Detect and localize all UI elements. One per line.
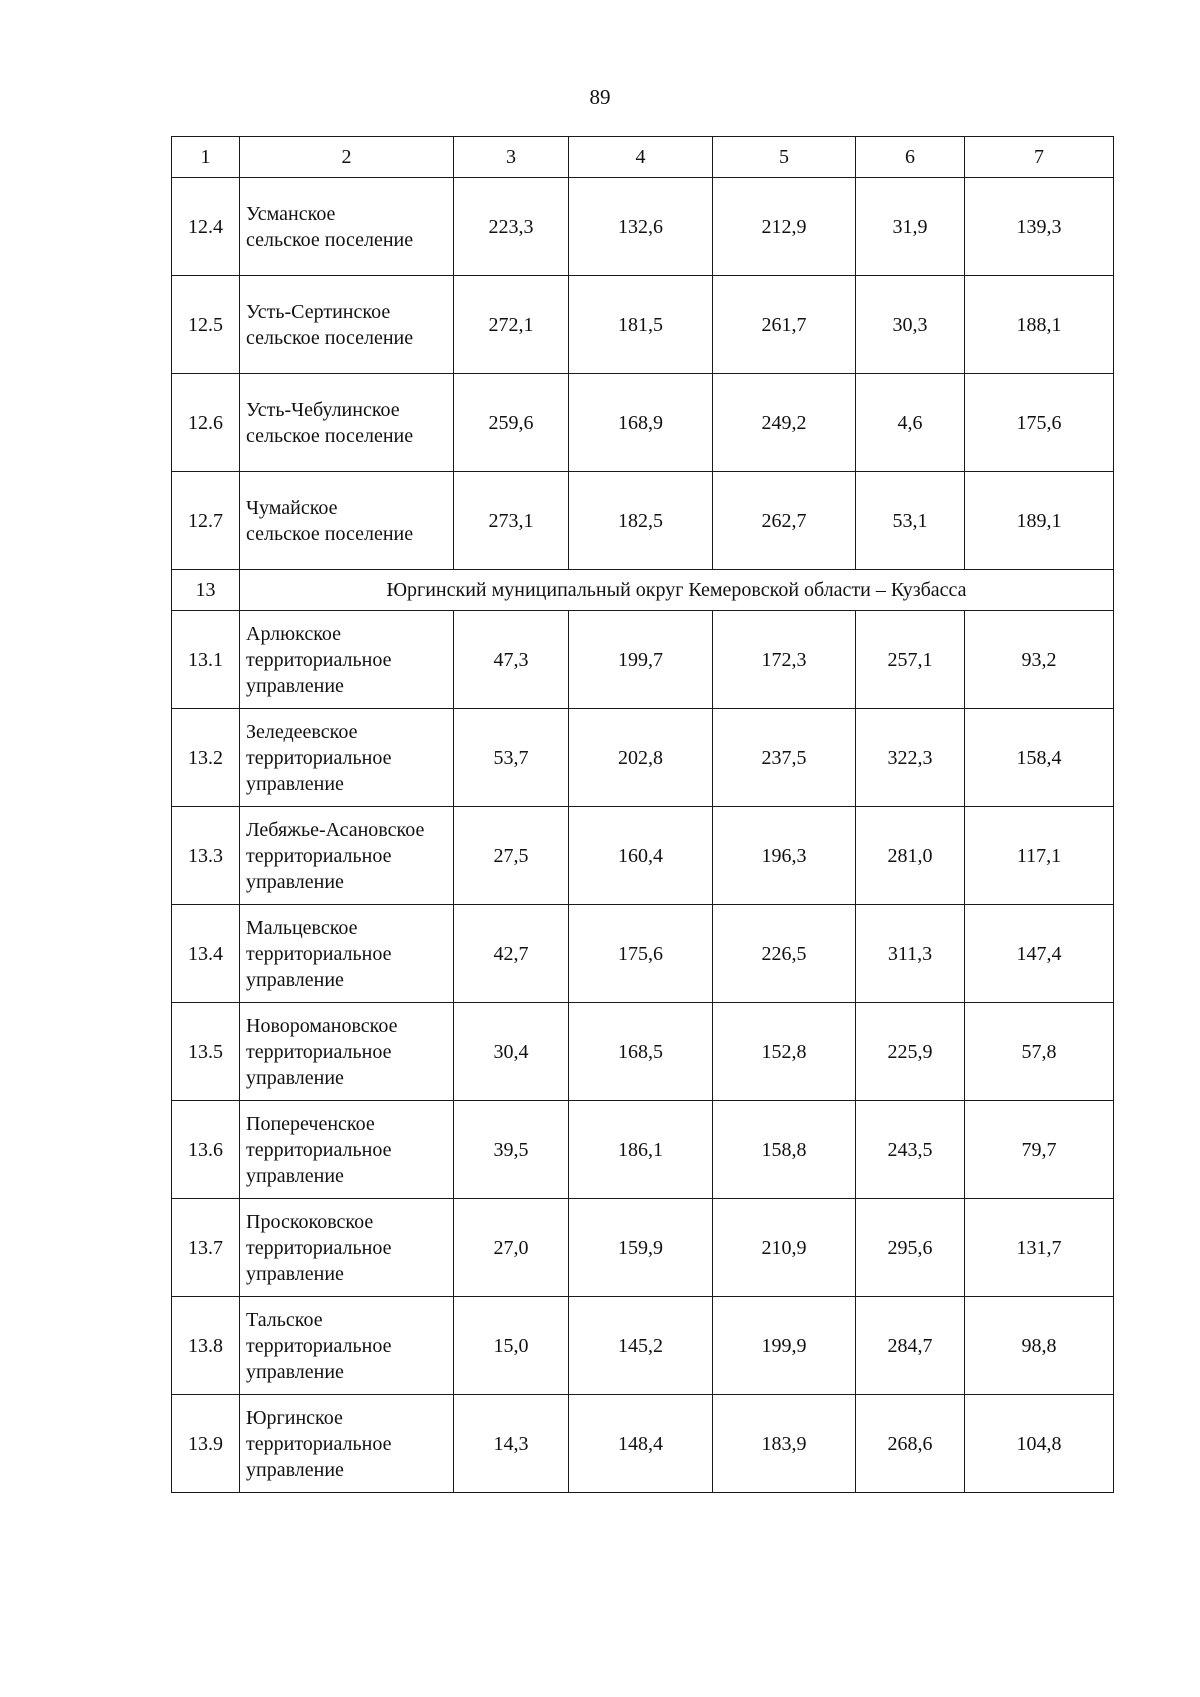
row-number-cell: 13.6 xyxy=(172,1101,240,1199)
value-cell: 259,6 xyxy=(454,374,569,472)
table-row xyxy=(172,374,1114,472)
row-name-line: Усть-Сертинское xyxy=(246,300,391,323)
value-cell: 273,1 xyxy=(454,472,569,570)
value-cell: 30,4 xyxy=(454,1003,569,1101)
value-cell: 249,2 xyxy=(713,374,856,472)
table-row xyxy=(172,905,1114,1003)
value-cell: 53,1 xyxy=(856,472,965,570)
row-number-cell: 13.3 xyxy=(172,807,240,905)
row-name-line: управление xyxy=(246,1458,344,1481)
row-name-cell xyxy=(240,1101,454,1199)
value-cell: 189,1 xyxy=(965,472,1114,570)
table-row xyxy=(172,807,1114,905)
header-cell: 1 xyxy=(172,137,240,178)
table-row xyxy=(172,276,1114,374)
row-number-cell: 12.7 xyxy=(172,472,240,570)
row-name-line: управление xyxy=(246,1164,344,1187)
section-title-cell: Юргинский муниципальный округ Кемеровской области – Кузбасса xyxy=(240,570,1114,611)
row-name-line: территориальное xyxy=(246,942,392,965)
row-name-line: сельское поселение xyxy=(246,424,414,447)
row-name-line: сельское поселение xyxy=(246,326,414,349)
row-name-line: Проскоковское xyxy=(246,1210,374,1233)
value-cell: 196,3 xyxy=(713,807,856,905)
value-cell: 295,6 xyxy=(856,1199,965,1297)
row-name-line: территориальное xyxy=(246,1432,392,1455)
value-cell: 268,6 xyxy=(856,1395,965,1493)
row-name-line: Попереченское xyxy=(246,1112,375,1135)
table-row xyxy=(172,472,1114,570)
value-cell: 202,8 xyxy=(569,709,713,807)
row-name-line: управление xyxy=(246,1360,344,1383)
row-name-line: Тальское xyxy=(246,1308,323,1331)
value-cell: 93,2 xyxy=(965,611,1114,709)
value-cell: 132,6 xyxy=(569,178,713,276)
table-row xyxy=(172,1395,1114,1493)
table-row xyxy=(172,178,1114,276)
row-name-cell xyxy=(240,1297,454,1395)
value-cell: 188,1 xyxy=(965,276,1114,374)
value-cell: 27,5 xyxy=(454,807,569,905)
row-name-line: Лебяжье-Асановское xyxy=(246,818,425,841)
row-name-line: территориальное xyxy=(246,844,392,867)
row-name-line: территориальное xyxy=(246,1138,392,1161)
section-number-cell: 13 xyxy=(172,570,240,611)
value-cell: 243,5 xyxy=(856,1101,965,1199)
row-number-cell: 12.5 xyxy=(172,276,240,374)
table-row xyxy=(172,611,1114,709)
row-number-cell: 13.7 xyxy=(172,1199,240,1297)
header-cell: 6 xyxy=(856,137,965,178)
value-cell: 223,3 xyxy=(454,178,569,276)
value-cell: 311,3 xyxy=(856,905,965,1003)
value-cell: 262,7 xyxy=(713,472,856,570)
table-row xyxy=(172,709,1114,807)
row-name-cell xyxy=(240,276,454,374)
value-cell: 42,7 xyxy=(454,905,569,1003)
value-cell: 57,8 xyxy=(965,1003,1114,1101)
value-cell: 104,8 xyxy=(965,1395,1114,1493)
value-cell: 152,8 xyxy=(713,1003,856,1101)
value-cell: 181,5 xyxy=(569,276,713,374)
value-cell: 237,5 xyxy=(713,709,856,807)
table-row xyxy=(172,1199,1114,1297)
row-name-cell xyxy=(240,1003,454,1101)
value-cell: 47,3 xyxy=(454,611,569,709)
row-name-line: Арлюкское xyxy=(246,622,342,645)
table-row xyxy=(172,1003,1114,1101)
value-cell: 131,7 xyxy=(965,1199,1114,1297)
value-cell: 168,5 xyxy=(569,1003,713,1101)
value-cell: 168,9 xyxy=(569,374,713,472)
table-row xyxy=(172,1101,1114,1199)
header-row xyxy=(172,137,1114,178)
section-row xyxy=(172,570,1114,611)
row-number-cell: 13.1 xyxy=(172,611,240,709)
row-name-line: территориальное xyxy=(246,648,392,671)
value-cell: 147,4 xyxy=(965,905,1114,1003)
header-cell: 2 xyxy=(240,137,454,178)
table-row xyxy=(172,1297,1114,1395)
value-cell: 226,5 xyxy=(713,905,856,1003)
row-name-cell xyxy=(240,374,454,472)
row-name-line: территориальное xyxy=(246,746,392,769)
row-number-cell: 12.6 xyxy=(172,374,240,472)
page-number: 89 xyxy=(589,85,611,109)
header-cell: 3 xyxy=(454,137,569,178)
row-name-line: сельское поселение xyxy=(246,228,414,251)
row-name-cell xyxy=(240,905,454,1003)
value-cell: 225,9 xyxy=(856,1003,965,1101)
row-name-line: Юргинское xyxy=(246,1406,343,1429)
row-name-line: территориальное xyxy=(246,1334,392,1357)
row-number-cell: 13.5 xyxy=(172,1003,240,1101)
value-cell: 117,1 xyxy=(965,807,1114,905)
row-number-cell: 13.2 xyxy=(172,709,240,807)
value-cell: 284,7 xyxy=(856,1297,965,1395)
value-cell: 182,5 xyxy=(569,472,713,570)
value-cell: 79,7 xyxy=(965,1101,1114,1199)
value-cell: 272,1 xyxy=(454,276,569,374)
value-cell: 159,9 xyxy=(569,1199,713,1297)
row-number-cell: 13.4 xyxy=(172,905,240,1003)
value-cell: 158,8 xyxy=(713,1101,856,1199)
row-name-cell xyxy=(240,1395,454,1493)
value-cell: 27,0 xyxy=(454,1199,569,1297)
row-number-cell: 12.4 xyxy=(172,178,240,276)
header-cell: 5 xyxy=(713,137,856,178)
value-cell: 98,8 xyxy=(965,1297,1114,1395)
row-name-line: управление xyxy=(246,674,344,697)
value-cell: 175,6 xyxy=(569,905,713,1003)
value-cell: 322,3 xyxy=(856,709,965,807)
header-cell: 7 xyxy=(965,137,1114,178)
row-name-line: Новоромановское xyxy=(246,1014,398,1037)
value-cell: 199,9 xyxy=(713,1297,856,1395)
row-name-line: управление xyxy=(246,870,344,893)
row-name-line: сельское поселение xyxy=(246,522,414,545)
value-cell: 175,6 xyxy=(965,374,1114,472)
value-cell: 53,7 xyxy=(454,709,569,807)
value-cell: 257,1 xyxy=(856,611,965,709)
row-name-cell xyxy=(240,178,454,276)
value-cell: 148,4 xyxy=(569,1395,713,1493)
row-name-line: управление xyxy=(246,1262,344,1285)
row-name-line: Усть-Чебулинское xyxy=(246,398,400,421)
value-cell: 15,0 xyxy=(454,1297,569,1395)
value-cell: 199,7 xyxy=(569,611,713,709)
value-cell: 281,0 xyxy=(856,807,965,905)
value-cell: 39,5 xyxy=(454,1101,569,1199)
value-cell: 158,4 xyxy=(965,709,1114,807)
value-cell: 145,2 xyxy=(569,1297,713,1395)
row-name-line: Мальцевское xyxy=(246,916,358,939)
value-cell: 210,9 xyxy=(713,1199,856,1297)
row-name-cell xyxy=(240,807,454,905)
value-cell: 186,1 xyxy=(569,1101,713,1199)
value-cell: 261,7 xyxy=(713,276,856,374)
value-cell: 183,9 xyxy=(713,1395,856,1493)
row-name-line: территориальное xyxy=(246,1236,392,1259)
row-number-cell: 13.9 xyxy=(172,1395,240,1493)
value-cell: 212,9 xyxy=(713,178,856,276)
row-name-line: территориальное xyxy=(246,1040,392,1063)
value-cell: 14,3 xyxy=(454,1395,569,1493)
row-name-cell xyxy=(240,472,454,570)
value-cell: 4,6 xyxy=(856,374,965,472)
row-name-cell xyxy=(240,611,454,709)
value-cell: 30,3 xyxy=(856,276,965,374)
row-name-cell xyxy=(240,1199,454,1297)
row-number-cell: 13.8 xyxy=(172,1297,240,1395)
value-cell: 160,4 xyxy=(569,807,713,905)
row-name-line: Усманское xyxy=(246,202,336,225)
row-name-line: управление xyxy=(246,772,344,795)
row-name-line: Чумайское xyxy=(246,496,338,519)
data-table xyxy=(171,136,1114,1493)
value-cell: 139,3 xyxy=(965,178,1114,276)
row-name-line: управление xyxy=(246,1066,344,1089)
row-name-line: управление xyxy=(246,968,344,991)
header-cell: 4 xyxy=(569,137,713,178)
table-body xyxy=(172,137,1114,1493)
row-name-cell xyxy=(240,709,454,807)
value-cell: 172,3 xyxy=(713,611,856,709)
row-name-line: Зеледеевское xyxy=(246,720,358,743)
value-cell: 31,9 xyxy=(856,178,965,276)
